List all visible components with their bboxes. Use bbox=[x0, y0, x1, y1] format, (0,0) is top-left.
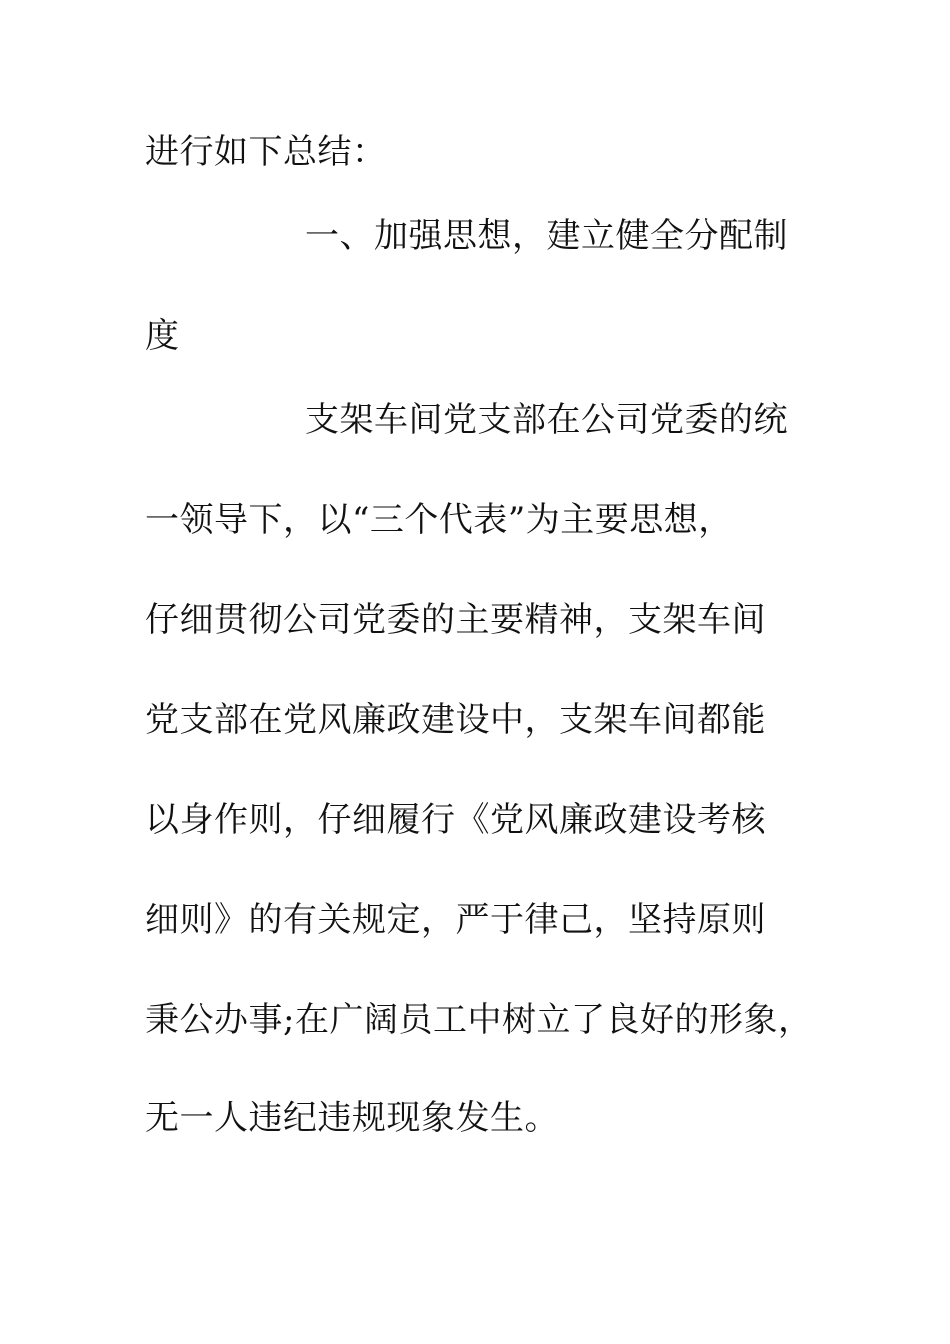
paragraph-line: 支架车间党支部在公司党委的统 bbox=[305, 400, 788, 440]
section-heading: 一、加强思想，建立健全分配制 bbox=[305, 216, 788, 256]
paragraph-line: 细则》的有关规定，严于律己，坚持原则 bbox=[145, 900, 766, 940]
paragraph-line: 以身作则，仔细履行《党风廉政建设考核 bbox=[145, 800, 766, 840]
text-line: 进行如下总结： bbox=[145, 132, 387, 172]
paragraph-line: 一领导下，以“三个代表”为主要思想， bbox=[145, 500, 733, 540]
paragraph-line: 无一人违纪违规现象发生。 bbox=[145, 1098, 559, 1138]
paragraph-line: 党支部在党风廉政建设中，支架车间都能 bbox=[145, 700, 766, 740]
section-heading-continued: 度 bbox=[145, 316, 180, 356]
paragraph-line: 仔细贯彻公司党委的主要精神，支架车间 bbox=[145, 600, 766, 640]
paragraph-line: 秉公办事;在广阔员工中树立了良好的形象， bbox=[145, 1000, 813, 1040]
